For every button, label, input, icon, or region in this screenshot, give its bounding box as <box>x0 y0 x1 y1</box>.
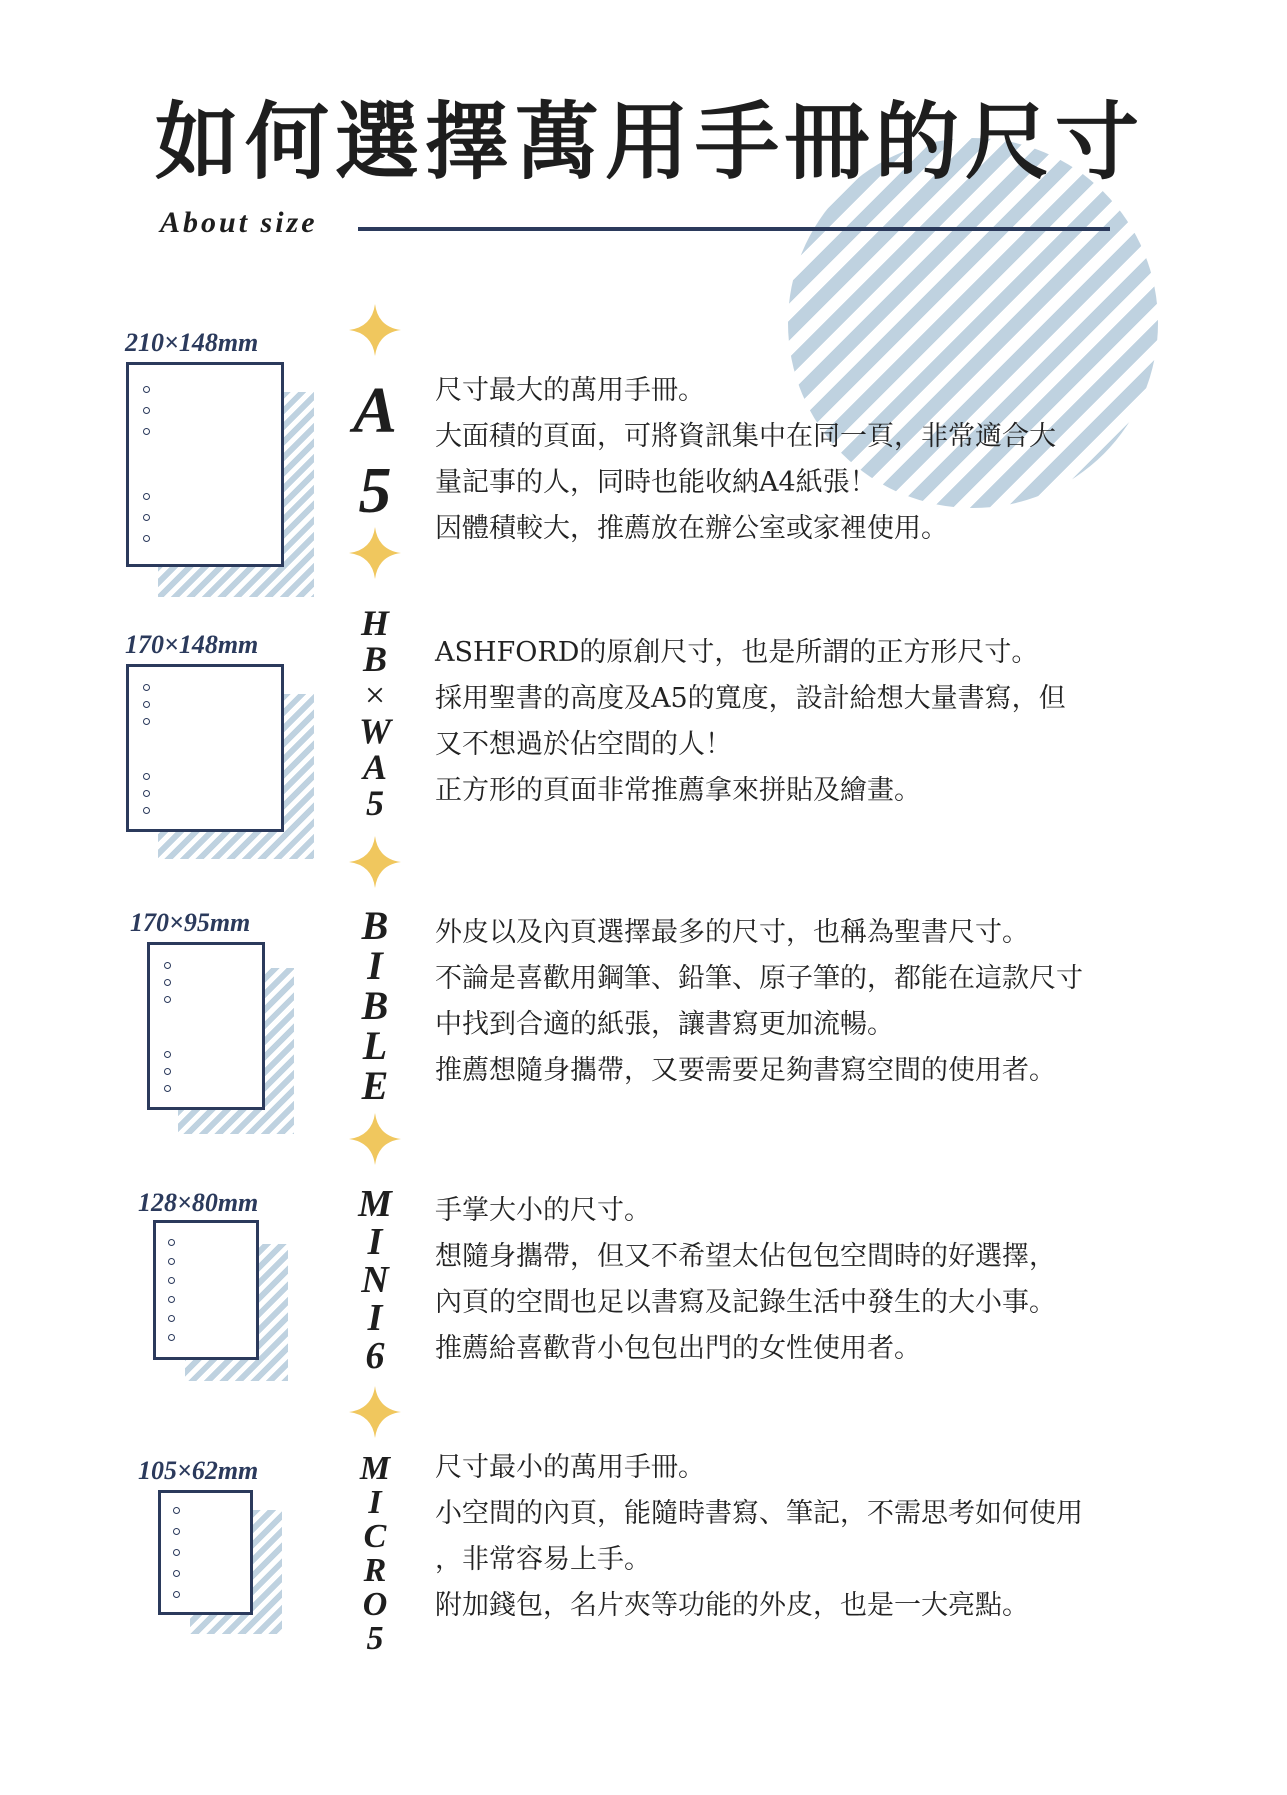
sparkle-star-icon <box>349 1386 401 1438</box>
page-illustration <box>126 362 284 567</box>
size-name-char: M <box>358 1183 392 1225</box>
page-illustration <box>153 1220 259 1360</box>
ring-hole <box>173 1549 180 1556</box>
ring-hole <box>173 1570 180 1577</box>
page-title: 如何選擇萬用手冊的尺寸 <box>155 92 1146 191</box>
description-line: 推薦給喜歡背小包包出門的女性使用者。 <box>435 1333 921 1364</box>
ring-hole <box>164 1068 171 1075</box>
ring-hole <box>143 773 150 780</box>
size-label: 170×95mm <box>130 908 251 937</box>
size-name-char: O <box>362 1586 388 1623</box>
ring-hole <box>164 1051 171 1058</box>
description-line: 中找到合適的紙張，讓書寫更加流暢。 <box>435 1009 894 1040</box>
page-illustration <box>147 942 265 1110</box>
description-line: 尺寸最小的萬用手冊。 <box>435 1452 705 1483</box>
size-name-char: B <box>362 639 387 679</box>
size-label: 210×148mm <box>125 328 259 357</box>
size-name-char: A <box>362 747 387 787</box>
size-label: 170×148mm <box>125 630 259 659</box>
size-name-char: E <box>361 1063 389 1108</box>
size-name-vertical <box>345 605 405 821</box>
ring-hole <box>164 1085 171 1092</box>
description-line: 不論是喜歡用鋼筆、鉛筆、原子筆的，都能在這款尺寸 <box>435 963 1083 994</box>
ring-hole <box>168 1315 175 1322</box>
ring-hole <box>143 386 150 393</box>
page-illustration <box>126 664 284 832</box>
size-description <box>435 368 1155 552</box>
ring-hole <box>168 1258 175 1265</box>
ring-hole <box>168 1277 175 1284</box>
size-name-char: A <box>352 374 398 447</box>
size-name-char: 5 <box>366 1620 384 1657</box>
size-name-char: B <box>361 903 389 948</box>
size-name-char: I <box>367 1297 383 1339</box>
size-name-char: B <box>361 983 389 1028</box>
ring-hole <box>143 407 150 414</box>
ring-hole <box>143 684 150 691</box>
ring-hole <box>168 1239 175 1246</box>
size-name-char: C <box>363 1518 387 1555</box>
ring-hole <box>173 1507 180 1514</box>
ring-hole <box>173 1591 180 1598</box>
description-line: 正方形的頁面非常推薦拿來拼貼及繪畫。 <box>435 775 921 806</box>
size-name-char: 5 <box>358 454 392 527</box>
size-name-char: 5 <box>366 783 384 823</box>
size-name-char: I <box>367 943 383 988</box>
size-label: 128×80mm <box>138 1188 259 1217</box>
description-line: 量記事的人，同時也能收納A4紙張！ <box>435 467 877 498</box>
size-name-char: R <box>363 1552 387 1589</box>
description-line: 採用聖書的高度及A5的寬度，設計給想大量書寫，但 <box>435 683 1066 714</box>
size-name-vertical <box>345 1452 405 1656</box>
size-name-char: H <box>360 603 389 643</box>
description-line: 手掌大小的尺寸。 <box>435 1195 651 1226</box>
description-line: ，非常容易上手。 <box>435 1544 651 1575</box>
size-name-char: M <box>359 1450 391 1487</box>
size-name-char: W <box>358 711 391 751</box>
description-line: 又不想過於佔空間的人！ <box>435 729 732 760</box>
description-line: 想隨身攜帶，但又不希望太佔包包空間時的好選擇， <box>435 1241 1056 1272</box>
ring-hole <box>143 535 150 542</box>
ring-hole <box>143 718 150 725</box>
size-name-vertical <box>345 903 405 1108</box>
sparkle-star-icon <box>349 836 401 888</box>
ring-hole <box>164 962 171 969</box>
size-description <box>435 1188 1155 1372</box>
description-line: 小空間的內頁，能隨時書寫、筆記，不需思考如何使用 <box>435 1498 1083 1529</box>
description-line: 因體積較大，推薦放在辦公室或家裡使用。 <box>435 513 948 544</box>
ring-hole <box>164 979 171 986</box>
page-illustration <box>158 1490 253 1615</box>
size-name-char: × <box>364 675 386 715</box>
sparkle-star-icon <box>349 1113 401 1165</box>
size-name-char: L <box>362 1023 388 1068</box>
size-label: 105×62mm <box>138 1456 259 1485</box>
ring-hole <box>143 701 150 708</box>
size-description <box>435 630 1155 814</box>
title-divider <box>358 227 1110 231</box>
size-name-char: N <box>361 1259 389 1301</box>
size-description <box>435 910 1155 1094</box>
ring-hole <box>143 493 150 500</box>
size-description <box>435 1445 1155 1629</box>
page-subtitle: About size <box>160 206 318 239</box>
size-name-vertical <box>345 1185 405 1375</box>
ring-hole <box>143 807 150 814</box>
description-line: 推薦想隨身攜帶，又要需要足夠書寫空間的使用者。 <box>435 1055 1056 1086</box>
ring-hole <box>143 514 150 521</box>
description-line: 尺寸最大的萬用手冊。 <box>435 375 705 406</box>
description-line: 附加錢包，名片夾等功能的外皮，也是一大亮點。 <box>435 1590 1029 1621</box>
description-line: 大面積的頁面，可將資訊集中在同一頁，非常適合大 <box>435 421 1056 452</box>
ring-hole <box>143 428 150 435</box>
size-name-char: 6 <box>365 1335 385 1377</box>
ring-hole <box>143 790 150 797</box>
ring-hole <box>173 1528 180 1535</box>
size-name-char: I <box>367 1221 383 1263</box>
ring-hole <box>164 996 171 1003</box>
description-line: 內頁的空間也足以書寫及記錄生活中發生的大小事。 <box>435 1287 1056 1318</box>
size-name-vertical <box>345 374 405 527</box>
size-name-char: I <box>368 1484 382 1521</box>
description-line: ASHFORD的原創尺寸，也是所謂的正方形尺寸。 <box>435 637 1039 668</box>
ring-hole <box>168 1334 175 1341</box>
sparkle-star-icon <box>349 527 401 579</box>
ring-hole <box>168 1296 175 1303</box>
sparkle-star-icon <box>349 304 401 356</box>
description-line: 外皮以及內頁選擇最多的尺寸，也稱為聖書尺寸。 <box>435 917 1029 948</box>
